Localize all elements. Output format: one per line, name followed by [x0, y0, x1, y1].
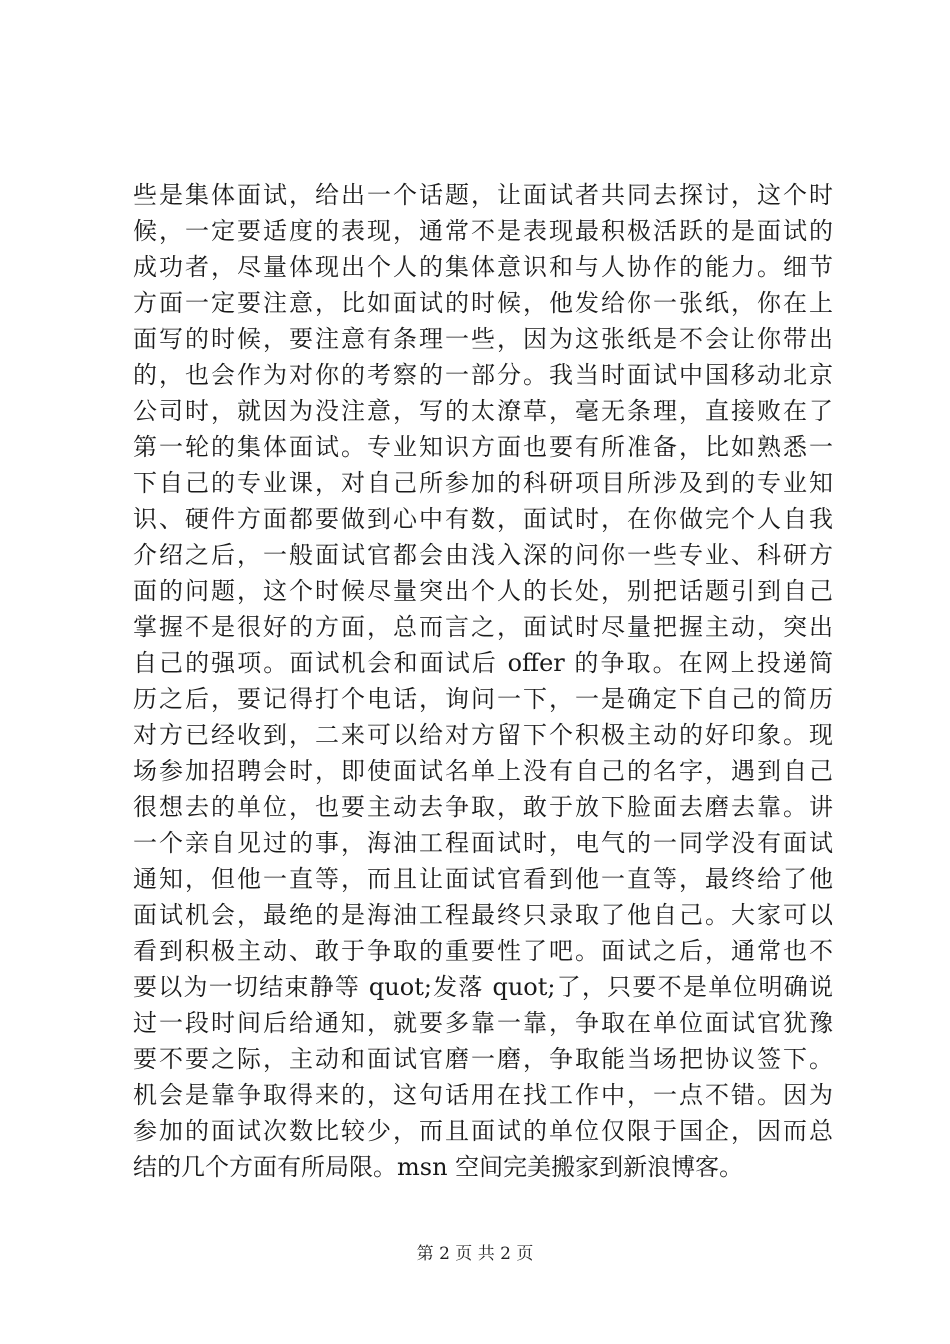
page-number-footer: 第 2 页 共 2 页: [416, 1244, 534, 1264]
text-line: 参加的面试次数比较少，而且面试的单位仅限于国企，因而总: [133, 1117, 833, 1145]
text-line: 面写的时候，要注意有条理一些，因为这张纸是不会让你带出: [133, 325, 833, 353]
text-line: 识、硬件方面都要做到心中有数，面试时，在你做完个人自我: [133, 505, 833, 533]
text-line: 场参加招聘会时，即使面试名单上没有自己的名字，遇到自己: [133, 757, 833, 785]
text-line: 结的几个方面有所局限。msn 空间完美搬家到新浪博客。: [133, 1153, 744, 1181]
text-line: 很想去的单位，也要主动去争取，敢于放下脸面去磨去靠。讲: [133, 793, 833, 821]
text-line: 面试机会，最绝的是海油工程最终只录取了他自己。大家可以: [133, 901, 833, 929]
text-line: 下自己的专业课，对自己所参加的科研项目所涉及到的专业知: [133, 469, 833, 497]
text-line: 面的问题，这个时候尽量突出个人的长处，别把话题引到自己: [133, 577, 833, 605]
text-line: 过一段时间后给通知，就要多靠一靠，争取在单位面试官犹豫: [133, 1009, 833, 1037]
text-line: 公司时，就因为没注意，写的太潦草，毫无条理，直接败在了: [133, 397, 833, 425]
text-line: 介绍之后，一般面试官都会由浅入深的问你一些专业、科研方: [133, 541, 833, 569]
text-line: 候，一定要适度的表现，通常不是表现最积极活跃的是面试的: [133, 217, 833, 245]
text-line: 要以为一切结束静等 quot;发落 quot;了，只要不是单位明确说: [133, 973, 833, 1001]
text-line: 一个亲自见过的事，海油工程面试时，电气的一同学没有面试: [133, 829, 833, 857]
text-line: 掌握不是很好的方面，总而言之，面试时尽量把握主动，突出: [133, 613, 833, 641]
text-line: 要不要之际，主动和面试官磨一磨，争取能当场把协议签下。: [133, 1045, 833, 1073]
text-line: 的，也会作为对你的考察的一部分。我当时面试中国移动北京: [133, 361, 833, 389]
text-line: 成功者，尽量体现出个人的集体意识和与人协作的能力。细节: [133, 253, 833, 281]
text-line: 方面一定要注意，比如面试的时候，他发给你一张纸，你在上: [133, 289, 833, 317]
text-line: 历之后，要记得打个电话，询问一下，一是确定下自己的简历: [133, 685, 833, 713]
text-line: 看到积极主动、敢于争取的重要性了吧。面试之后，通常也不: [133, 937, 833, 965]
text-line: 对方已经收到，二来可以给对方留下个积极主动的好印象。现: [133, 721, 833, 749]
text-line: 第一轮的集体面试。专业知识方面也要有所准备，比如熟悉一: [133, 433, 833, 461]
text-line: 自己的强项。面试机会和面试后 offer 的争取。在网上投递简: [133, 649, 833, 677]
text-line: 通知，但他一直等，而且让面试官看到他一直等，最终给了他: [133, 865, 833, 893]
body-paragraph: [133, 177, 833, 1185]
text-line: 些是集体面试，给出一个话题，让面试者共同去探讨，这个时: [133, 181, 833, 209]
text-line: 机会是靠争取得来的，这句话用在找工作中，一点不错。因为: [133, 1081, 833, 1109]
